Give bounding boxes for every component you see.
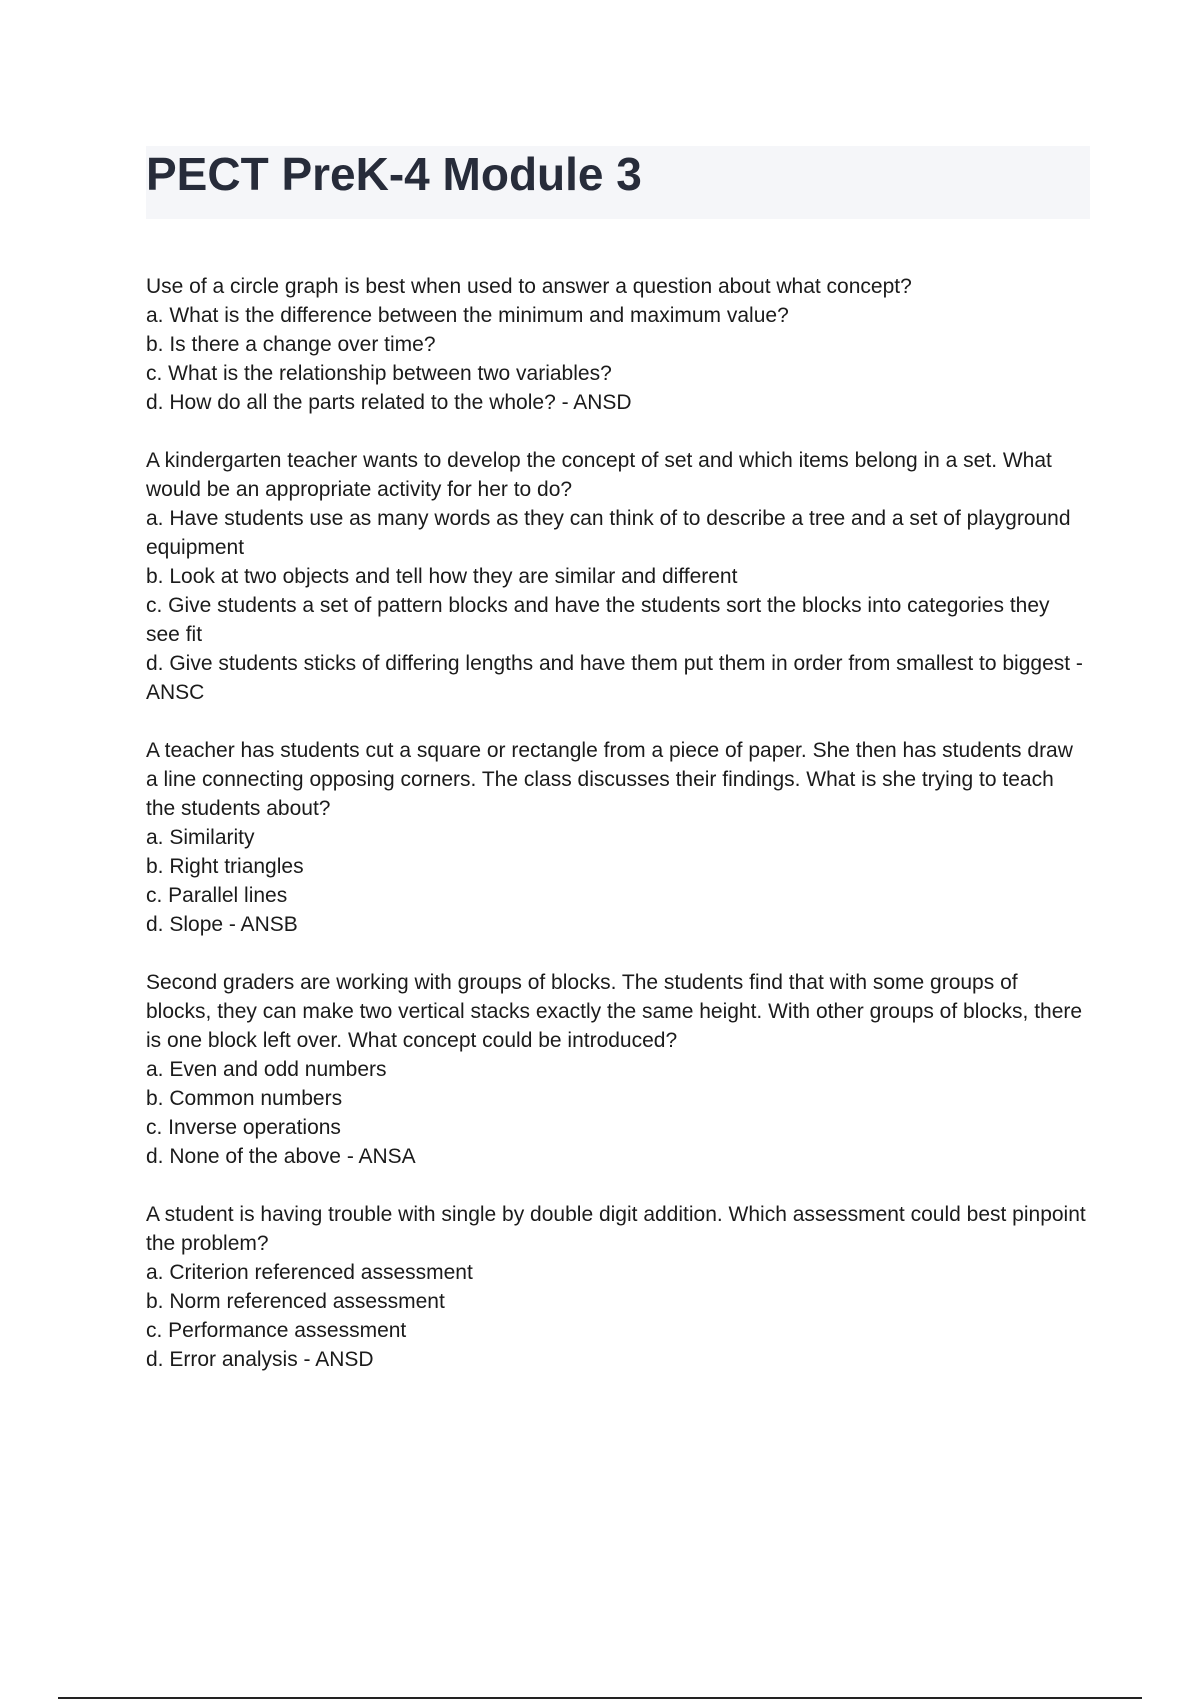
answer-option: c. Performance assessment	[146, 1319, 407, 1342]
answer-option: d. Error analysis - ANSD	[146, 1348, 374, 1371]
question-prompt: Use of a circle graph is best when used to answer a question about what concept?	[146, 275, 912, 298]
answer-option: c. Parallel lines	[146, 884, 288, 907]
answer-option: d. How do all the parts related to the whole? - ANSD	[146, 391, 632, 414]
answer-option: b. Look at two objects and tell how they are similar and different	[146, 565, 738, 588]
title-banner	[146, 146, 1090, 219]
question-prompt: Second graders are working with groups of blocks. The students find that with some groups of blocks, they can make two vertical stacks exactly the same height. With other groups of blocks, there is one block left over. What concept could be introduced?	[146, 971, 1083, 1052]
question-list	[146, 272, 1086, 1403]
answer-option: d. Slope - ANSB	[146, 913, 298, 936]
answer-option: a. Even and odd numbers	[146, 1058, 387, 1081]
question-prompt: A student is having trouble with single by double digit addition. Which assessment could best pinpoint the problem?	[146, 1203, 1086, 1255]
answer-option: b. Norm referenced assessment	[146, 1290, 445, 1313]
footer-divider	[58, 1697, 1142, 1699]
answer-option: a. Have students use as many words as they can think of to describe a tree and a set of playground equipment	[146, 507, 1071, 559]
answer-option: a. Criterion referenced assessment	[146, 1261, 473, 1284]
answer-option: b. Common numbers	[146, 1087, 343, 1110]
answer-option: c. Inverse operations	[146, 1116, 341, 1139]
question-prompt: A kindergarten teacher wants to develop the concept of set and which items belong in a set. What would be an appropriate activity for her to do?	[146, 449, 1052, 501]
answer-option: c. Give students a set of pattern blocks and have the students sort the blocks into categories they see fit	[146, 594, 1050, 646]
question-block	[146, 736, 1086, 939]
answer-option: c. What is the relationship between two variables?	[146, 362, 612, 385]
answer-option: b. Is there a change over time?	[146, 333, 436, 356]
answer-option: b. Right triangles	[146, 855, 304, 878]
question-block	[146, 968, 1086, 1171]
answer-option: d. None of the above - ANSA	[146, 1145, 416, 1168]
answer-option: a. Similarity	[146, 826, 255, 849]
page-title: PECT PreK-4 Module 3	[146, 148, 642, 200]
question-block	[146, 272, 1086, 417]
answer-option: d. Give students sticks of differing lengths and have them put them in order from smallest to biggest - ANSC	[146, 652, 1083, 704]
question-prompt: A teacher has students cut a square or rectangle from a piece of paper. She then has students draw a line connecting opposing corners. The class discusses their findings. What is she trying to teach the students about?	[146, 739, 1073, 820]
answer-option: a. What is the difference between the minimum and maximum value?	[146, 304, 789, 327]
question-block	[146, 1200, 1086, 1374]
question-block	[146, 446, 1086, 707]
